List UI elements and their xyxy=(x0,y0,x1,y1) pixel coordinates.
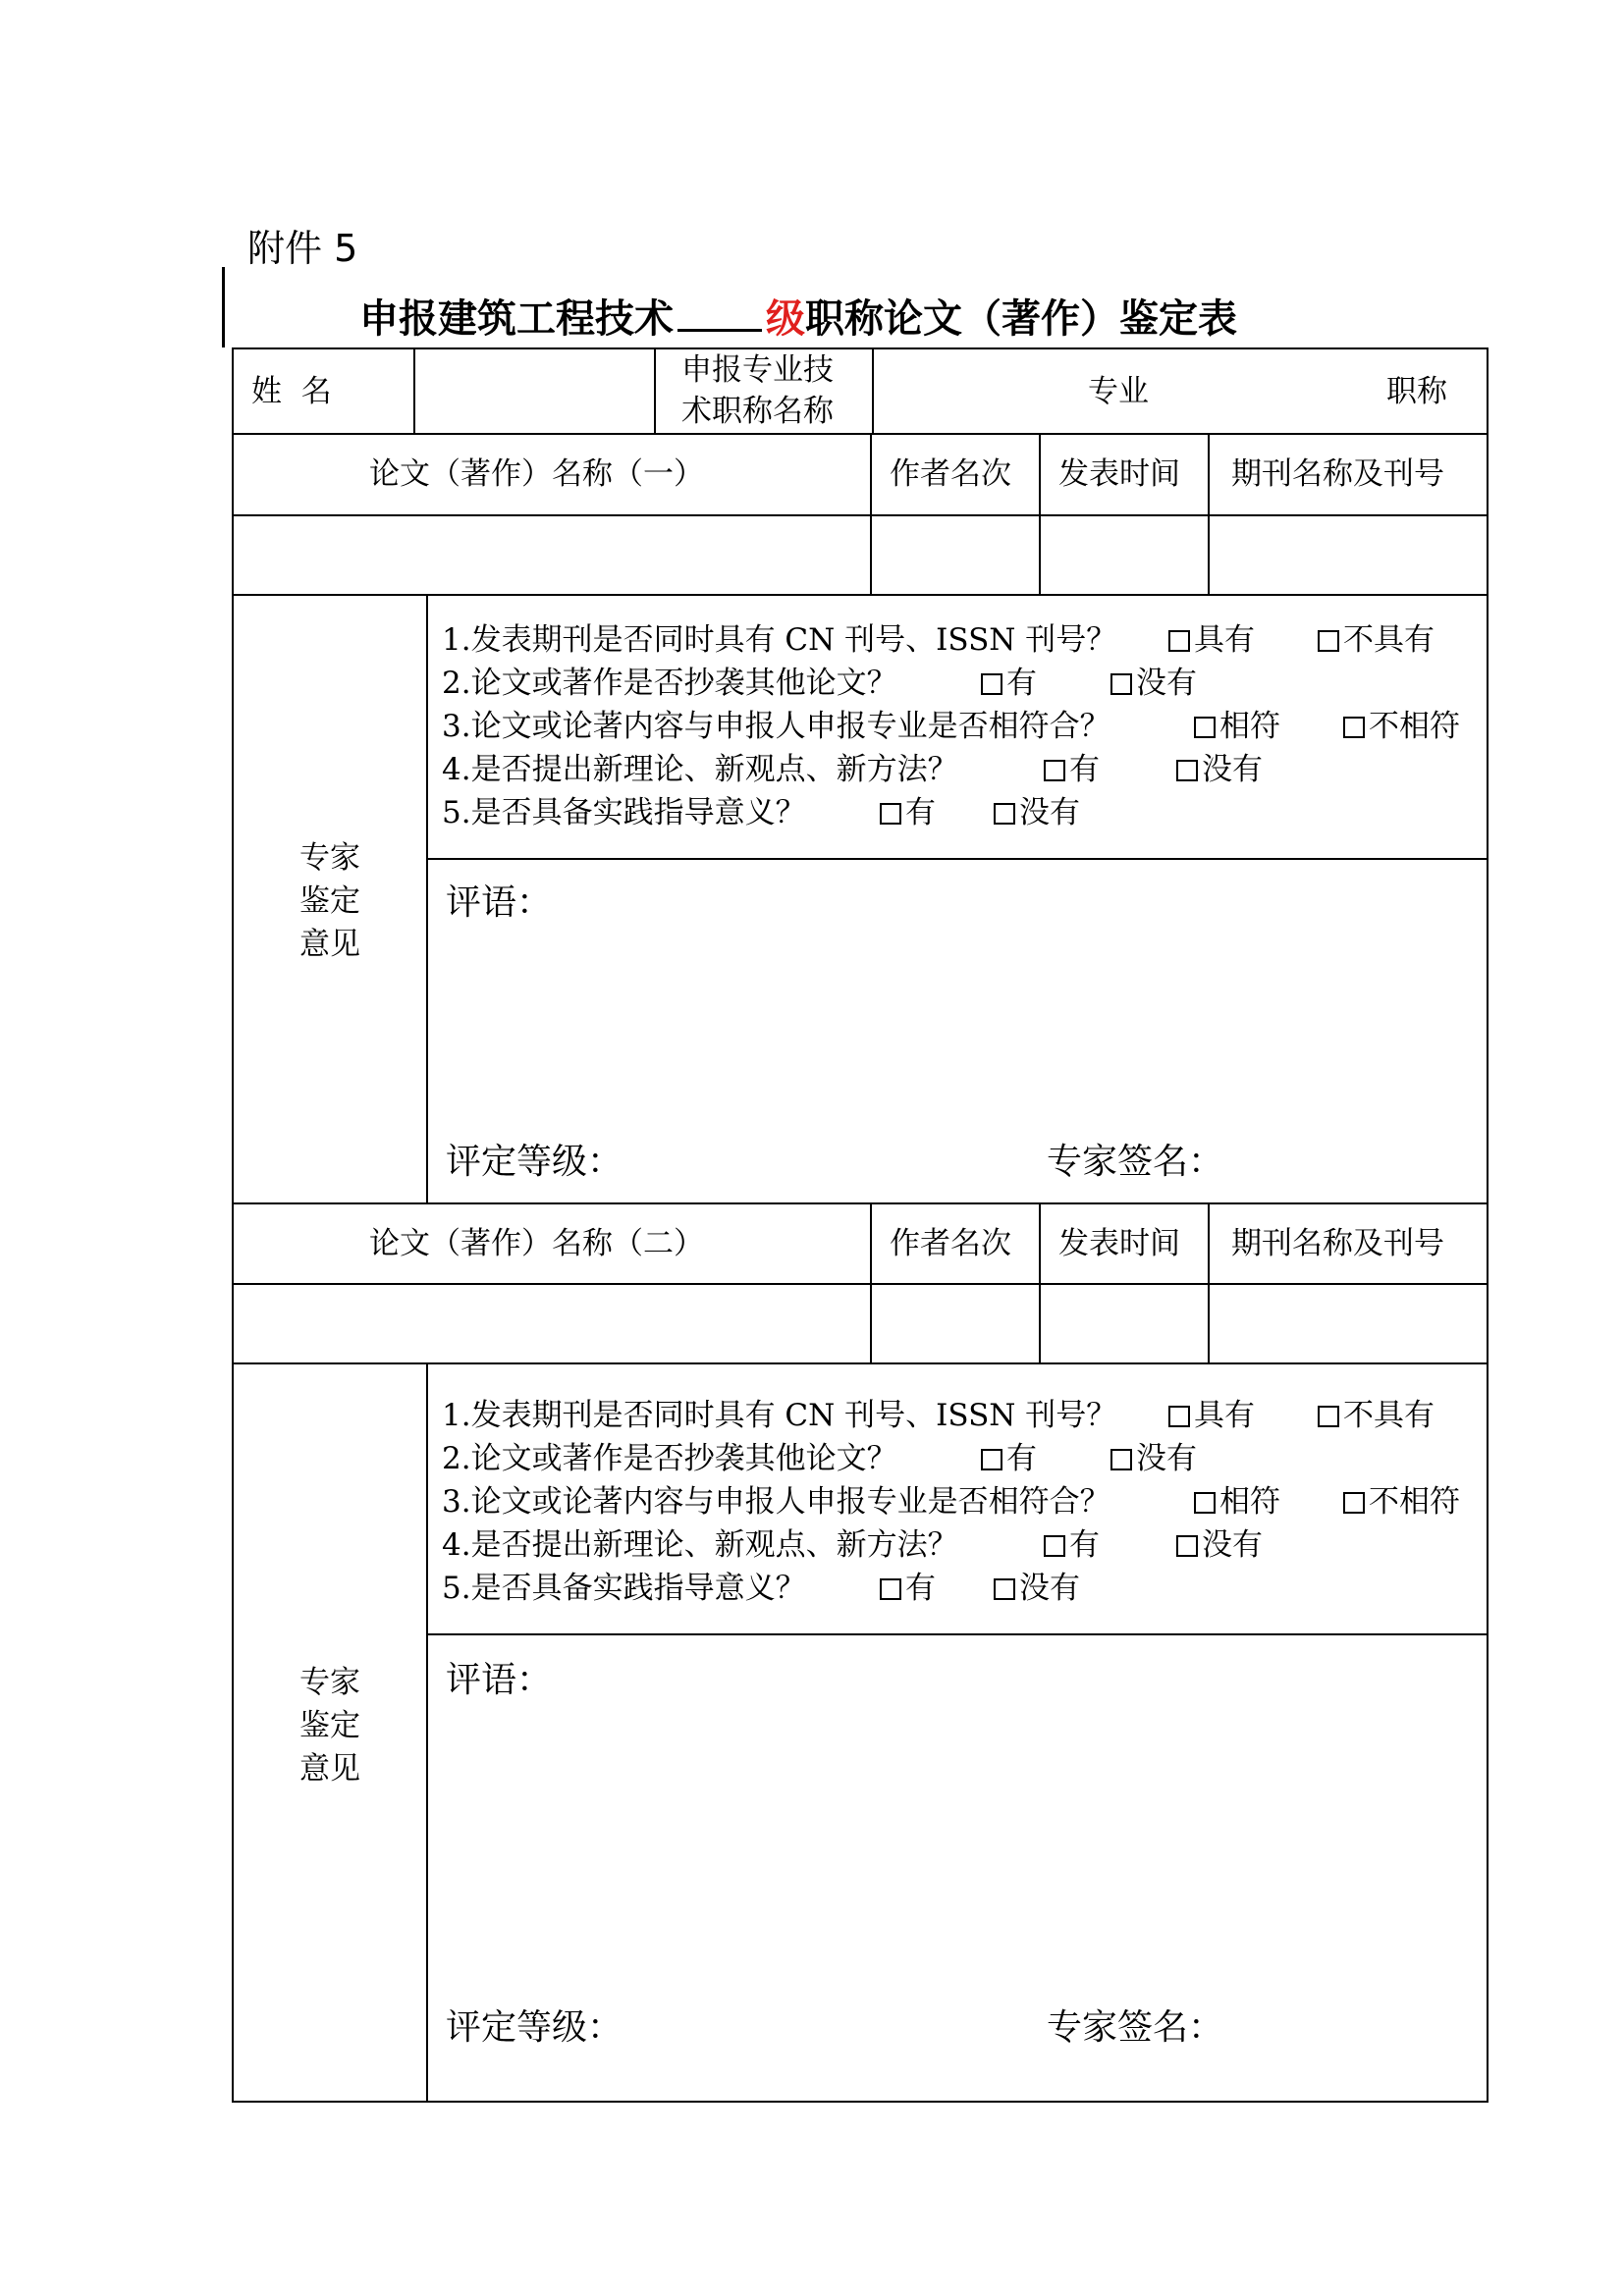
option-has-checkbox[interactable] xyxy=(1168,1398,1255,1433)
paper-title-field[interactable] xyxy=(235,1286,868,1361)
row-divider xyxy=(232,514,1489,516)
paper-title-field[interactable] xyxy=(235,517,868,592)
title-field[interactable] xyxy=(1159,350,1375,431)
col-divider xyxy=(872,347,874,434)
option-yes-checkbox[interactable] xyxy=(981,668,1037,699)
checkbox-icon[interactable] xyxy=(1343,1492,1365,1514)
checkbox-icon[interactable] xyxy=(994,1578,1015,1600)
specialty-field[interactable] xyxy=(875,350,1081,431)
specialty-word: 专业 xyxy=(1088,374,1149,409)
col-divider xyxy=(870,1203,872,1364)
option-label: 没有 xyxy=(1019,1571,1080,1606)
row-divider xyxy=(426,858,1489,860)
col-divider xyxy=(413,347,415,434)
option-match-checkbox[interactable] xyxy=(1194,709,1280,744)
checkbox-icon[interactable] xyxy=(1110,1449,1132,1470)
col-divider xyxy=(654,347,656,434)
question-3: 3.论文或论著内容与申报人申报专业是否相符合？ xyxy=(442,709,1110,744)
opinion-label-line: 专家 xyxy=(299,840,360,876)
option-yes-checkbox[interactable] xyxy=(880,795,936,830)
paper-title-label: 论文（著作）名称（一） xyxy=(369,456,704,492)
opinion-label-line: 意见 xyxy=(299,927,360,962)
author-rank-label: 作者名次 xyxy=(890,456,1011,492)
option-no-checkbox[interactable] xyxy=(1176,752,1263,787)
option-label: 不具有 xyxy=(1343,1398,1435,1433)
question-3: 3.论文或论著内容与申报人申报专业是否相符合？ xyxy=(442,1484,1110,1520)
option-label: 具有 xyxy=(1194,622,1255,658)
title-name-label-line1: 申报专业技 xyxy=(681,352,834,388)
option-label: 相符 xyxy=(1219,1484,1280,1520)
option-no-checkbox[interactable] xyxy=(994,1571,1080,1606)
col-divider xyxy=(1208,1203,1210,1364)
option-yes-checkbox[interactable] xyxy=(1044,752,1100,787)
row-divider xyxy=(232,594,1489,596)
comment-label: 评语： xyxy=(446,1660,553,1700)
col-divider xyxy=(870,434,872,596)
comment-field[interactable] xyxy=(432,1713,1483,1998)
grade-label: 评定等级： xyxy=(446,2007,623,2048)
option-label: 没有 xyxy=(1136,1441,1197,1476)
option-yes-checkbox[interactable] xyxy=(880,1571,936,1606)
signature-label: 专家签名： xyxy=(1047,2007,1224,2048)
checkbox-icon[interactable] xyxy=(994,803,1015,825)
option-yes-checkbox[interactable] xyxy=(1044,1527,1100,1563)
option-no-checkbox[interactable] xyxy=(1176,1527,1263,1563)
title-prefix: 申报建筑工程技术 xyxy=(359,296,674,342)
opinion-label-line: 专家 xyxy=(299,1665,360,1700)
author-rank-field[interactable] xyxy=(873,1286,1037,1361)
question-5: 5.是否具备实践指导意义？ xyxy=(442,795,806,830)
option-label: 有 xyxy=(1006,1441,1037,1476)
row-divider xyxy=(426,1633,1489,1635)
question-4: 4.是否提出新理论、新观点、新方法？ xyxy=(442,752,958,787)
option-not-has-checkbox[interactable] xyxy=(1318,622,1435,658)
form-title xyxy=(359,288,1237,344)
publish-time-label: 发表时间 xyxy=(1058,456,1180,492)
option-label: 不具有 xyxy=(1343,622,1435,658)
question-1: 1.发表期刊是否同时具有 CN 刊号、ISSN 刊号？ xyxy=(442,622,1117,658)
grade-label: 评定等级： xyxy=(446,1142,623,1182)
option-label: 有 xyxy=(1006,666,1037,701)
option-mismatch-checkbox[interactable] xyxy=(1343,709,1460,744)
option-label: 有 xyxy=(1069,752,1100,787)
question-2: 2.论文或著作是否抄袭其他论文？ xyxy=(442,666,897,701)
option-label: 不相符 xyxy=(1369,709,1460,744)
checkbox-icon[interactable] xyxy=(981,1449,1002,1470)
publish-time-field[interactable] xyxy=(1042,517,1206,592)
option-no-checkbox[interactable] xyxy=(1110,668,1197,699)
option-no-checkbox[interactable] xyxy=(1110,1441,1197,1476)
checkbox-icon[interactable] xyxy=(1044,760,1065,781)
checkbox-icon[interactable] xyxy=(1176,1535,1198,1557)
col-divider xyxy=(1039,434,1041,596)
option-not-has-checkbox[interactable] xyxy=(1318,1398,1435,1433)
col-divider xyxy=(1208,434,1210,596)
title-name-label-line2: 术职称名称 xyxy=(681,394,834,429)
name-label: 姓 名 xyxy=(251,374,332,409)
name-field[interactable] xyxy=(416,350,652,431)
author-rank-field[interactable] xyxy=(873,517,1037,592)
question-4: 4.是否提出新理论、新观点、新方法？ xyxy=(442,1527,958,1563)
comment-label: 评语： xyxy=(446,882,553,923)
option-label: 有 xyxy=(905,1571,936,1606)
option-mismatch-checkbox[interactable] xyxy=(1343,1484,1460,1520)
publish-time-label: 发表时间 xyxy=(1058,1226,1180,1261)
checkbox-icon[interactable] xyxy=(1168,1406,1190,1427)
paper-title-label: 论文（著作）名称（二） xyxy=(369,1226,704,1261)
checkbox-icon[interactable] xyxy=(880,1578,901,1600)
opinion-label xyxy=(291,836,369,966)
question-2: 2.论文或著作是否抄袭其他论文？ xyxy=(442,1441,897,1476)
option-label: 相符 xyxy=(1219,709,1280,744)
journal-label: 期刊名称及刊号 xyxy=(1231,1226,1444,1261)
option-label: 没有 xyxy=(1019,795,1080,830)
checkbox-icon[interactable] xyxy=(1318,1406,1339,1427)
journal-field[interactable] xyxy=(1211,1286,1486,1361)
option-has-checkbox[interactable] xyxy=(1168,622,1255,658)
journal-label: 期刊名称及刊号 xyxy=(1231,456,1444,492)
checkbox-icon[interactable] xyxy=(1168,630,1190,652)
checkbox-icon[interactable] xyxy=(880,803,901,825)
option-yes-checkbox[interactable] xyxy=(981,1441,1037,1476)
row-divider xyxy=(232,1362,1489,1364)
row-divider xyxy=(232,1283,1489,1285)
row-divider xyxy=(232,433,1489,435)
title-word: 职称 xyxy=(1386,374,1447,409)
option-label: 没有 xyxy=(1202,752,1263,787)
option-match-checkbox[interactable] xyxy=(1194,1484,1280,1520)
opinion-label-line: 鉴定 xyxy=(299,1708,360,1743)
opinion-label-line: 意见 xyxy=(299,1751,360,1787)
title-level: 级 xyxy=(766,296,805,342)
question-5: 5.是否具备实践指导意义？ xyxy=(442,1571,806,1606)
option-label: 没有 xyxy=(1136,666,1197,701)
comment-field[interactable] xyxy=(432,933,1483,1129)
opinion-label-line: 鉴定 xyxy=(299,883,360,919)
option-label: 没有 xyxy=(1202,1527,1263,1563)
checkbox-icon[interactable] xyxy=(1343,717,1365,738)
checkbox-icon[interactable] xyxy=(1044,1535,1065,1557)
row-divider xyxy=(232,1202,1489,1204)
option-label: 不相符 xyxy=(1369,1484,1460,1520)
checkbox-icon[interactable] xyxy=(1318,630,1339,652)
checkbox-icon[interactable] xyxy=(981,673,1002,695)
journal-field[interactable] xyxy=(1211,517,1486,592)
attachment-label: 附件 5 xyxy=(247,227,358,270)
title-suffix: 职称论文（著作）鉴定表 xyxy=(805,296,1237,342)
col-divider xyxy=(426,1363,428,2103)
checkbox-icon[interactable] xyxy=(1110,673,1132,695)
option-label: 有 xyxy=(905,795,936,830)
option-no-checkbox[interactable] xyxy=(994,795,1080,830)
margin-bar xyxy=(222,267,225,347)
col-divider xyxy=(426,595,428,1203)
author-rank-label: 作者名次 xyxy=(890,1226,1011,1261)
level-blank-field[interactable] xyxy=(677,294,762,332)
opinion-label xyxy=(291,1661,369,1790)
signature-label: 专家签名： xyxy=(1047,1142,1224,1182)
checkbox-icon[interactable] xyxy=(1194,1492,1216,1514)
col-divider xyxy=(1039,1203,1041,1364)
publish-time-field[interactable] xyxy=(1042,1286,1206,1361)
checkbox-icon[interactable] xyxy=(1194,717,1216,738)
option-label: 有 xyxy=(1069,1527,1100,1563)
question-1: 1.发表期刊是否同时具有 CN 刊号、ISSN 刊号？ xyxy=(442,1398,1117,1433)
checkbox-icon[interactable] xyxy=(1176,760,1198,781)
option-label: 具有 xyxy=(1194,1398,1255,1433)
